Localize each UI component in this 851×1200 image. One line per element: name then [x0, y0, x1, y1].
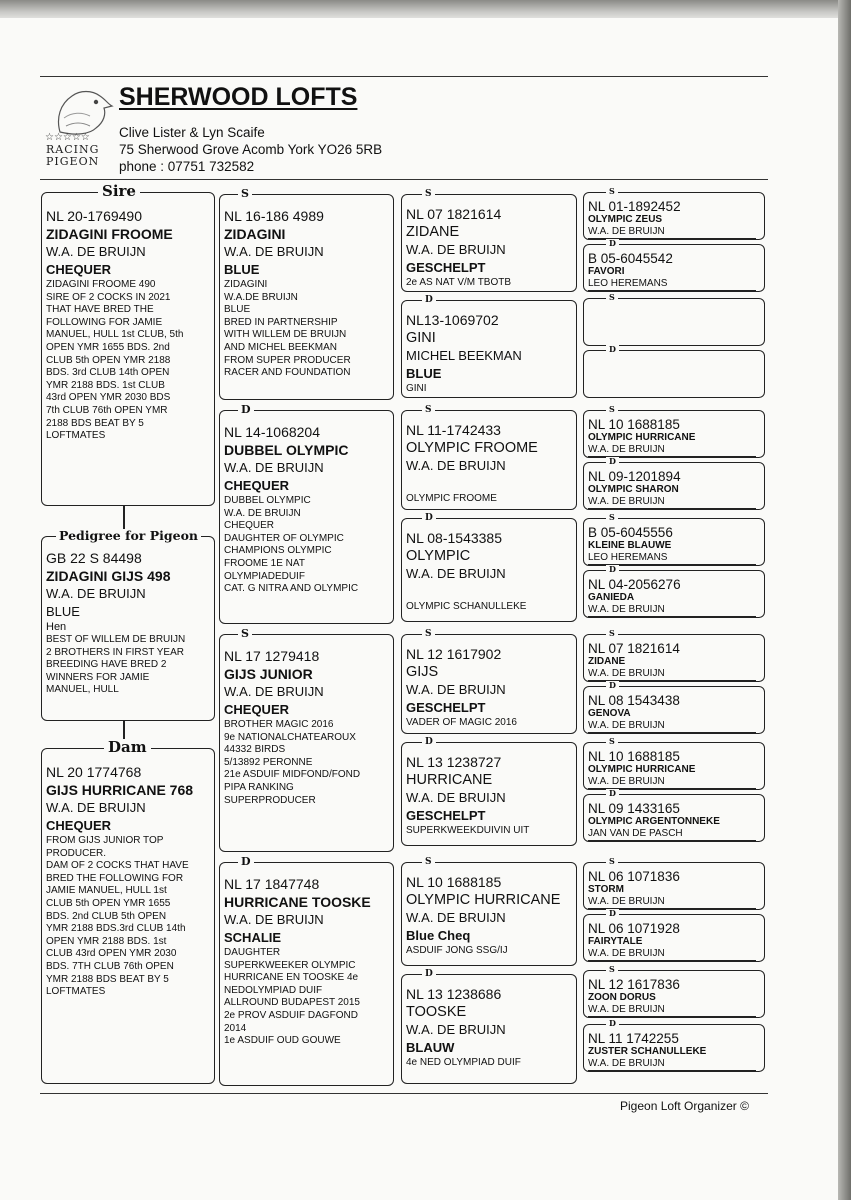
ring-number: NL 10 1688185	[588, 417, 680, 432]
dam-details	[46, 763, 193, 999]
breeder: W.A. DE BRUIJN	[588, 496, 756, 509]
breeder: W.A. DE BRUIJN	[588, 948, 756, 961]
note-line: SUPERKWEEKDUIVIN UIT	[406, 825, 530, 836]
note-line: BRED THE FOLLOWING FOR	[46, 872, 184, 884]
pigeon-name: ZIDAGINI	[224, 226, 286, 242]
header-bottom-rule	[40, 179, 768, 180]
ring-number: NL13-1069702	[406, 312, 499, 328]
note-line: CLUB 43rd OPEN YMR 2030	[46, 948, 177, 960]
color: Blue Cheq	[406, 928, 471, 943]
tree-connector	[123, 506, 125, 530]
note-line: 43rd OPEN YMR 2030 BDS	[46, 392, 171, 404]
breeder: MICHEL BEEKMAN	[406, 348, 522, 363]
sex-marker: S	[238, 628, 252, 640]
note-line: BRED IN PARTNERSHIP	[224, 316, 338, 328]
note-line: YMR 2188 BDS.3rd CLUB 14th	[46, 923, 186, 935]
note-line: 7th CLUB 76th OPEN YMR	[46, 404, 168, 416]
pigeon-name: ZIDAGINI GIJS 498	[46, 568, 171, 584]
breeder: W.A. DE BRUIJN	[406, 566, 506, 581]
sex-marker: D	[238, 856, 254, 868]
note-line: OLYMPIC SCHANULLEKE	[406, 601, 527, 612]
ancestor-box	[583, 512, 765, 566]
grandparent-box	[219, 187, 394, 400]
note-line: OLYMPIADEDUIF	[224, 570, 305, 582]
note-line: BEST OF WILLEM DE BRUIJN	[46, 634, 186, 645]
ancestor-box	[583, 788, 765, 842]
note-line: HURRICANE EN TOOSKE 4e	[224, 972, 359, 984]
pigeon-name: FAVORI	[588, 266, 625, 277]
note-line: DAM OF 2 COCKS THAT HAVE	[46, 860, 189, 872]
ring-number: NL 16-186 4989	[224, 208, 324, 224]
color: BLAUW	[406, 1040, 455, 1055]
racing-pigeon-logo	[46, 82, 116, 172]
breeder: W.A. DE BRUIJN	[588, 226, 756, 239]
sex-marker: S	[422, 628, 435, 640]
breeder: W.A. DE BRUIJN	[406, 1022, 506, 1037]
note-line: 2e AS NAT V/M TBOTB	[406, 277, 512, 288]
ring-number: NL 07 1821614	[588, 641, 680, 656]
breeder: W.A. DE BRUIJN	[588, 444, 756, 457]
note-line: ASDUIF JONG SSG/IJ	[406, 945, 508, 956]
color: BLUE	[46, 604, 80, 619]
ring-number: NL 08 1543438	[588, 693, 680, 708]
note-line: CLUB 5th OPEN YMR 1655	[46, 897, 171, 909]
sex-marker: D	[606, 457, 619, 466]
sex-marker: D	[238, 404, 254, 416]
ring-number: NL 11-1742433	[406, 422, 501, 438]
pigeon-name: GIJS HURRICANE 768	[46, 782, 194, 798]
note-line: 44332 BIRDS	[224, 744, 286, 756]
note-line: YMR 2188 BDS BEAT BY 5	[46, 973, 169, 985]
color: BLUE	[224, 262, 260, 277]
color: BLUE	[406, 366, 442, 381]
pigeon-name: OLYMPIC HURRICANE	[588, 764, 696, 775]
pigeon-name: KLEINE BLAUWE	[588, 540, 672, 551]
note-line: BROTHER MAGIC 2016	[224, 719, 334, 730]
breeder: W.A. DE BRUIJN	[224, 244, 324, 259]
color: CHEQUER	[224, 478, 290, 493]
owner-names: Clive Lister & Lyn Scaife	[119, 125, 265, 140]
note-line: YMR 2188 BDS. 1st CLUB	[46, 379, 165, 391]
ring-number: NL 17 1279418	[224, 648, 320, 664]
grandparent-box	[219, 855, 394, 1086]
note-line: BREEDING HAVE BRED 2	[46, 659, 167, 671]
loft-title: SHERWOOD LOFTS	[119, 83, 358, 111]
sex-marker: S	[238, 188, 252, 200]
note-line: BDS. 3rd CLUB 14th OPEN	[46, 367, 170, 379]
ring-number: NL 06 1071836	[588, 869, 680, 884]
note-line: LOFTMATES	[46, 986, 106, 998]
pigeon-name: HURRICANE	[406, 772, 493, 788]
breeder: JAN VAN DE PASCH	[588, 828, 756, 841]
note-line: W.A.DE BRUIJN	[224, 291, 298, 303]
note-line: WITH WILLEM DE BRUIJN	[224, 329, 347, 341]
loft-phone: phone : 07751 732582	[119, 159, 255, 174]
sex-marker: D	[422, 512, 436, 524]
pedigree-label: Pedigree for Pigeon	[56, 529, 201, 543]
ancestor-box	[583, 344, 765, 398]
breeder: W.A. DE BRUIJN	[406, 910, 506, 925]
sex-marker: D	[606, 681, 619, 690]
ancestor-box	[583, 964, 765, 1018]
sex-marker: S	[422, 856, 435, 868]
note-line: NEDOLYMPIAD DUIF	[224, 984, 323, 996]
ring-number: B 05-6045542	[588, 251, 673, 266]
note-line: MANUEL, HULL	[46, 684, 119, 696]
pigeon-name: GIJS JUNIOR	[224, 666, 313, 682]
sex-marker: S	[606, 857, 618, 866]
page-edge-shadow	[838, 0, 851, 1200]
pigeon-name: OLYMPIC HURRICANE	[588, 432, 696, 443]
pigeon-name: STORM	[588, 884, 624, 895]
sire-box	[41, 182, 215, 506]
ring-number: NL 11 1742255	[588, 1031, 679, 1046]
sire-details	[46, 207, 183, 443]
note-line: 2 BROTHERS IN FIRST YEAR	[46, 646, 184, 658]
logo-stars: ☆☆☆☆☆	[45, 132, 90, 143]
breeder: W.A. DE BRUIJN	[406, 682, 506, 697]
pigeon-name: GANIEDA	[588, 592, 635, 603]
sex-marker: D	[422, 968, 436, 980]
ring-number: NL 20 1774768	[46, 764, 142, 780]
pigeon-name: GENOVA	[588, 708, 631, 719]
ring-number: NL 04-2056276	[588, 577, 681, 592]
dam-label: Dam	[104, 739, 151, 755]
sex-marker: D	[422, 736, 436, 748]
sex-marker: D	[606, 565, 619, 574]
ring-number: NL 12 1617902	[406, 646, 502, 662]
note-line: ALLROUND BUDAPEST 2015	[224, 997, 360, 1009]
sex-marker: D	[606, 1019, 619, 1028]
note-line: LOFTMATES	[46, 430, 106, 442]
ring-number: NL 12 1617836	[588, 977, 680, 992]
ring-number: NL 17 1847748	[224, 876, 320, 892]
breeder: W.A. DE BRUIJN	[46, 586, 146, 601]
pigeon-name: ZIDANE	[588, 656, 626, 667]
note-line: 9e NATIONALCHATEAROUX	[224, 731, 356, 743]
breeder: LEO HEREMANS	[588, 278, 756, 291]
note-line: BDS. 2nd CLUB 5th OPEN	[46, 910, 167, 922]
great-grandparent-box	[401, 513, 577, 622]
ancestor-box	[583, 238, 765, 292]
sex-marker: D	[606, 239, 619, 248]
breeder: W.A. DE BRUIJN	[406, 242, 506, 257]
note-line: DUBBEL OLYMPIC	[224, 495, 311, 506]
pigeon-head-icon	[46, 82, 116, 138]
ring-number: NL 08-1543385	[406, 530, 503, 546]
logo-text-racing: RACING	[46, 143, 100, 156]
sex-marker: S	[606, 965, 618, 974]
note-line: 1e ASDUIF OUD GOUWE	[224, 1035, 341, 1047]
ring-number: GB 22 S 84498	[46, 550, 142, 566]
sire-label: Sire	[98, 183, 140, 199]
loft-address: 75 Sherwood Grove Acomb York YO26 5RB	[119, 142, 383, 157]
ring-number: NL 09 1433165	[588, 801, 680, 816]
breeder: W.A. DE BRUIJN	[588, 720, 756, 733]
note-line: WINNERS FOR JAMIE	[46, 671, 150, 683]
ring-number: NL 01-1892452	[588, 199, 681, 214]
footer-rule	[40, 1093, 768, 1094]
pigeon-name: HURRICANE TOOSKE	[224, 894, 371, 910]
pigeon-name: OLYMPIC ZEUS	[588, 214, 663, 225]
sex-marker: S	[422, 188, 435, 200]
ancestor-box	[583, 628, 765, 682]
pigeon-name: ZOON DORUS	[588, 992, 656, 1003]
pigeon-name: OLYMPIC ARGENTONNEKE	[588, 816, 720, 827]
note-line: PRODUCER.	[46, 847, 107, 859]
note-line: FROM SUPER PRODUCER	[224, 354, 351, 366]
note-line: PIPA RANKING	[224, 781, 294, 793]
great-grandparent-box	[401, 857, 577, 966]
ring-number: NL 13 1238686	[406, 986, 502, 1002]
pigeon-name: OLYMPIC	[406, 548, 471, 564]
note-line: GINI	[406, 383, 427, 394]
sex: Hen	[46, 621, 67, 633]
pigeon-box	[41, 528, 215, 721]
color: SCHALIE	[224, 930, 282, 945]
color: CHEQUER	[46, 818, 112, 833]
breeder: W.A. DE BRUIJN	[224, 460, 324, 475]
sex-marker: D	[606, 789, 619, 798]
pigeon-name: GIJS	[406, 664, 439, 680]
note-line: MANUEL, HULL 1st CLUB, 5th	[46, 329, 184, 341]
note-line: ZIDAGINI FROOME 490	[46, 279, 156, 290]
notes	[46, 279, 183, 443]
great-grandparent-box	[401, 737, 577, 846]
breeder: W.A. DE BRUIJN	[406, 458, 506, 473]
note-line: BDS. 7TH CLUB 76th OPEN	[46, 960, 174, 972]
note-line: OPEN YMR 1655 BDS. 2nd	[46, 341, 170, 353]
sex-marker: S	[606, 629, 618, 638]
ring-number: B 05-6045556	[588, 525, 673, 540]
ring-number: NL 06 1071928	[588, 921, 680, 936]
note-line: DAUGHTER	[224, 947, 281, 958]
pigeon-name: DUBBEL OLYMPIC	[224, 442, 349, 458]
note-line: CHEQUER	[224, 520, 275, 532]
ring-number: NL 14-1068204	[224, 424, 321, 440]
grandparent-box	[219, 627, 394, 852]
sex-marker: D	[606, 345, 619, 354]
breeder: W.A. DE BRUIJN	[46, 800, 146, 815]
pigeon-name: ZIDANE	[406, 224, 460, 240]
breeder: W.A. DE BRUIJN	[588, 1004, 756, 1017]
pigeon-name: ZIDAGINI FROOME	[46, 226, 173, 242]
header-top-rule	[40, 76, 768, 77]
note-line: 2014	[224, 1022, 247, 1034]
sex-marker: S	[606, 293, 618, 302]
note-line: AND MICHEL BEEKMAN	[224, 341, 337, 353]
sex-marker: S	[606, 737, 618, 746]
note-line: CLUB 5th OPEN YMR 2188	[46, 354, 171, 366]
ring-number: NL 07 1821614	[406, 206, 502, 222]
notes	[46, 634, 185, 697]
note-line: OLYMPIC FROOME	[406, 493, 497, 504]
ring-number: NL 09-1201894	[588, 469, 681, 484]
logo-text-pigeon: PIGEON	[46, 155, 100, 168]
color: GESCHELPT	[406, 808, 486, 823]
ring-number: NL 20-1769490	[46, 208, 143, 224]
note-line: 21e ASDUIF MIDFOND/FOND	[224, 769, 361, 781]
breeder: W.A. DE BRUIJN	[406, 790, 506, 805]
grandparent-box	[219, 403, 394, 624]
ancestor-box	[583, 564, 765, 618]
sex-marker: D	[422, 294, 436, 306]
ancestor-box	[583, 292, 765, 346]
pigeon-name: OLYMPIC SHARON	[588, 484, 679, 495]
note-line: SUPERKWEEKER OLYMPIC	[224, 959, 356, 971]
color: CHEQUER	[46, 262, 112, 277]
note-line: RACER AND FOUNDATION	[224, 367, 351, 379]
ancestor-box	[583, 404, 765, 458]
note-line: FROM GIJS JUNIOR TOP	[46, 835, 164, 846]
breeder: LEO HEREMANS	[588, 552, 756, 565]
pigeon-name: OLYMPIC FROOME	[406, 440, 538, 456]
breeder: W.A. DE BRUIJN	[224, 912, 324, 927]
note-line: FOLLOWING FOR JAMIE	[46, 316, 163, 328]
breeder: W.A. DE BRUIJN	[588, 1058, 756, 1071]
pigeon-name: OLYMPIC HURRICANE	[406, 892, 561, 908]
great-grandparent-box	[401, 629, 577, 734]
pigeon-name: FAIRYTALE	[588, 936, 643, 947]
pigeon-details	[46, 549, 185, 697]
great-grandparent-box	[401, 295, 577, 398]
ancestor-box	[583, 1018, 765, 1072]
ancestor-box	[583, 456, 765, 510]
pigeon-name: GINI	[406, 330, 436, 346]
sex-marker: D	[606, 909, 619, 918]
breeder: W.A. DE BRUIJN	[588, 604, 756, 617]
note-line: DAUGHTER OF OLYMPIC	[224, 532, 344, 544]
ancestor-box	[583, 680, 765, 734]
great-grandparent-box	[401, 189, 577, 292]
note-line: THAT HAVE BRED THE	[46, 304, 154, 316]
note-line: 5/13892 PERONNE	[224, 756, 313, 768]
breeder: W.A. DE BRUIJN	[588, 776, 756, 789]
note-line: SUPERPRODUCER	[224, 794, 316, 806]
dam-box	[41, 738, 215, 1084]
note-line: 2188 BDS BEAT BY 5	[46, 417, 144, 429]
note-line: OPEN YMR 2188 BDS. 1st	[46, 935, 167, 947]
note-line: FROOME 1E NAT	[224, 557, 305, 569]
ancestor-box	[583, 186, 765, 240]
color: GESCHELPT	[406, 260, 486, 275]
note-line: VADER OF MAGIC 2016	[406, 717, 517, 728]
notes	[46, 835, 193, 999]
sex-marker: S	[606, 187, 618, 196]
note-line: SIRE OF 2 COCKS IN 2021	[46, 291, 171, 303]
breeder: W.A. DE BRUIJN	[224, 684, 324, 699]
great-grandparent-box	[401, 405, 577, 510]
footer-credit: Pigeon Loft Organizer ©	[620, 1099, 749, 1113]
great-grandparent-box	[401, 969, 577, 1084]
ring-number: NL 10 1688185	[588, 749, 680, 764]
pigeon-name: TOOSKE	[406, 1004, 467, 1020]
ancestor-box	[583, 736, 765, 790]
breeder: W.A. DE BRUIJN	[588, 896, 756, 909]
color: CHEQUER	[224, 702, 290, 717]
note-line: W.A. DE BRUIJN	[224, 507, 301, 519]
ancestor-box	[583, 856, 765, 910]
ancestor-box	[583, 908, 765, 962]
sex-marker: S	[606, 513, 618, 522]
ring-number: NL 13 1238727	[406, 754, 502, 770]
color: GESCHELPT	[406, 700, 486, 715]
note-line: CAT. G NITRA AND OLYMPIC	[224, 583, 359, 595]
note-line: ZIDAGINI	[224, 279, 268, 290]
note-line: BLUE	[224, 304, 251, 316]
note-line: CHAMPIONS OLYMPIC	[224, 545, 332, 557]
breeder: W.A. DE BRUIJN	[588, 668, 756, 681]
breeder: W.A. DE BRUIJN	[46, 244, 146, 259]
ring-number: NL 10 1688185	[406, 874, 502, 890]
note-line: JAMIE MANUEL, HULL 1st	[46, 885, 167, 897]
note-line: 4e NED OLYMPIAD DUIF	[406, 1057, 521, 1068]
pigeon-name: ZUSTER SCHANULLEKE	[588, 1046, 707, 1057]
sex-marker: S	[422, 404, 435, 416]
sex-marker: S	[606, 405, 618, 414]
note-line: 2e PROV ASDUIF DAGFOND	[224, 1009, 358, 1021]
